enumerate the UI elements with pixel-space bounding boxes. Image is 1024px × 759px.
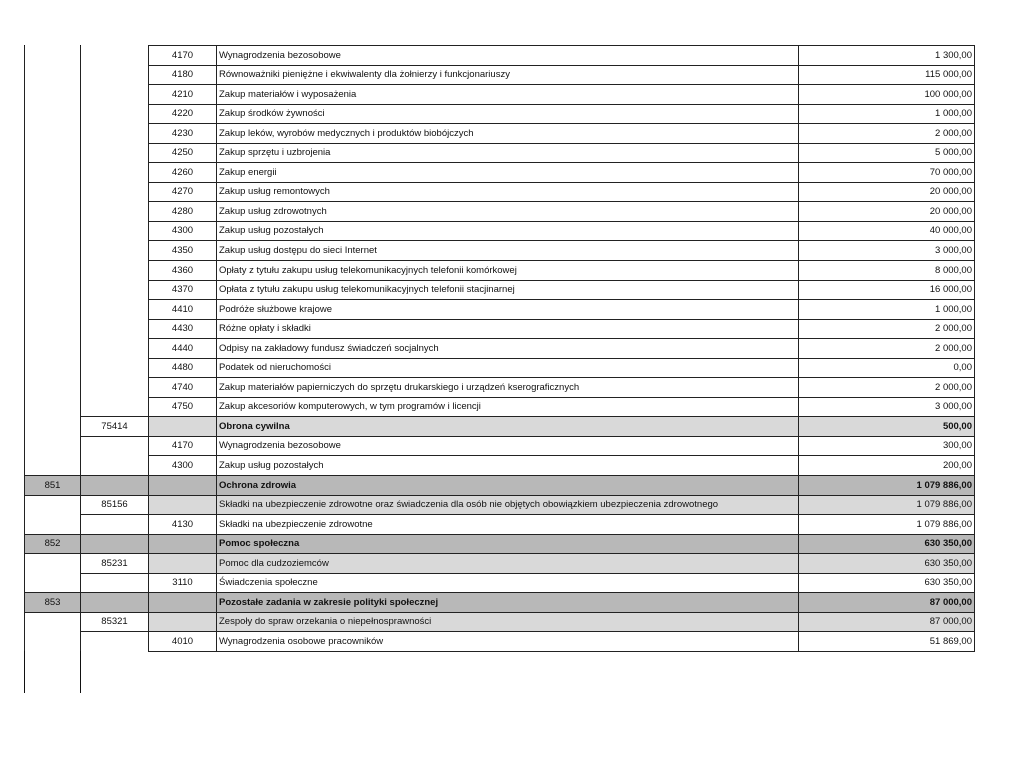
dzial-cell [25,143,81,163]
kwota-cell: 87 000,00 [799,612,975,632]
dzial-cell [25,339,81,359]
dzial-cell [25,46,81,66]
dzial-cell [25,85,81,105]
table-row-par [25,182,975,202]
budget-table-body [25,46,975,652]
rozdzial-cell [81,85,149,105]
paragraf-cell: 4740 [149,378,217,398]
rozdzial-cell [81,573,149,593]
table-row-par [25,515,975,535]
table-row-dzial [25,534,975,554]
kwota-cell: 8 000,00 [799,261,975,281]
nazwa-cell: Równoważniki pieniężne i ekwiwalenty dla żołnierzy i funkcjonariuszy [217,65,799,85]
paragraf-cell [149,534,217,554]
rozdzial-cell [81,319,149,339]
paragraf-cell: 3110 [149,573,217,593]
nazwa-cell: Zakup usług zdrowotnych [217,202,799,222]
table-row-par [25,280,975,300]
kwota-cell: 3 000,00 [799,241,975,261]
table-row-par [25,104,975,124]
table-row-par [25,221,975,241]
nazwa-cell: Opłaty z tytułu zakupu usług telekomunikacyjnych telefonii komórkowej [217,261,799,281]
paragraf-cell [149,612,217,632]
dzial-cell [25,300,81,320]
dzial-cell [25,163,81,183]
rozdzial-cell [81,65,149,85]
nazwa-cell: Zakup akcesoriów komputerowych, w tym programów i licencji [217,397,799,417]
nazwa-cell: Opłata z tytułu zakupu usług telekomunikacyjnych telefonii stacjinarnej [217,280,799,300]
rozdzial-cell [81,476,149,496]
kwota-cell: 630 350,00 [799,573,975,593]
rozdzial-cell [81,456,149,476]
rozdzial-cell: 85231 [81,554,149,574]
nazwa-cell: Zakup usług pozostałych [217,221,799,241]
paragraf-cell: 4260 [149,163,217,183]
rozdzial-cell [81,124,149,144]
kwota-cell: 16 000,00 [799,280,975,300]
rozdzial-cell [81,339,149,359]
dzial-cell [25,417,81,437]
rozdzial-cell [81,397,149,417]
nazwa-cell: Wynagrodzenia bezosobowe [217,436,799,456]
table-row-rozdz [25,554,975,574]
rozdzial-cell [81,221,149,241]
rozdzial-cell [81,436,149,456]
nazwa-cell: Wynagrodzenia bezosobowe [217,46,799,66]
nazwa-cell: Zakup materiałów papierniczych do sprzętu drukarskiego i urządzeń kserograficznych [217,378,799,398]
dzial-cell [25,573,81,593]
nazwa-cell: Świadczenia społeczne [217,573,799,593]
paragraf-cell: 4130 [149,515,217,535]
rozdzial-cell: 85156 [81,495,149,515]
table-row-par [25,202,975,222]
kwota-cell: 2 000,00 [799,124,975,144]
dzial-cell [25,456,81,476]
nazwa-cell: Zakup środków żywności [217,104,799,124]
kwota-cell: 20 000,00 [799,202,975,222]
dzial-cell [25,378,81,398]
nazwa-cell: Zakup materiałów i wyposażenia [217,85,799,105]
rozdzial-cell [81,515,149,535]
kwota-cell: 500,00 [799,417,975,437]
table-row-par [25,85,975,105]
kwota-cell: 1 079 886,00 [799,476,975,496]
dzial-cell [25,515,81,535]
kwota-cell: 1 079 886,00 [799,495,975,515]
nazwa-cell: Zespoły do spraw orzekania o niepełnosprawności [217,612,799,632]
paragraf-cell: 4370 [149,280,217,300]
paragraf-cell: 4270 [149,182,217,202]
rozdzial-cell [81,202,149,222]
table-row-rozdz [25,495,975,515]
table-row-par [25,456,975,476]
kwota-cell: 630 350,00 [799,554,975,574]
paragraf-cell: 4180 [149,65,217,85]
kwota-cell: 2 000,00 [799,378,975,398]
dzial-cell: 852 [25,534,81,554]
dzial-cell [25,358,81,378]
nazwa-cell: Składki na ubezpieczenie zdrowotne [217,515,799,535]
paragraf-cell [149,593,217,613]
dzial-cell [25,202,81,222]
kwota-cell: 87 000,00 [799,593,975,613]
dzial-cell [25,495,81,515]
paragraf-cell [149,417,217,437]
rozdzial-cell: 75414 [81,417,149,437]
kwota-cell: 1 079 886,00 [799,515,975,535]
table-row-par [25,436,975,456]
paragraf-cell: 4280 [149,202,217,222]
table-row-par [25,46,975,66]
kwota-cell: 300,00 [799,436,975,456]
kwota-cell: 5 000,00 [799,143,975,163]
rozdzial-cell [81,280,149,300]
nazwa-cell: Pozostałe zadania w zakresie polityki społecznej [217,593,799,613]
kwota-cell: 40 000,00 [799,221,975,241]
paragraf-cell: 4440 [149,339,217,359]
table-row-par [25,261,975,281]
nazwa-cell: Odpisy na zakładowy fundusz świadczeń socjalnych [217,339,799,359]
dzial-cell [25,319,81,339]
paragraf-cell: 4480 [149,358,217,378]
kwota-cell: 20 000,00 [799,182,975,202]
kwota-cell: 1 300,00 [799,46,975,66]
nazwa-cell: Ochrona zdrowia [217,476,799,496]
table-row-par [25,358,975,378]
table-row-par [25,319,975,339]
rozdzial-cell [81,300,149,320]
nazwa-cell: Pomoc społeczna [217,534,799,554]
paragraf-cell: 4010 [149,632,217,652]
kwota-cell: 200,00 [799,456,975,476]
table-row-dzial [25,593,975,613]
kwota-cell: 630 350,00 [799,534,975,554]
table-row-par [25,397,975,417]
paragraf-cell: 4170 [149,46,217,66]
rozdzial-cell [81,534,149,554]
nazwa-cell: Zakup energii [217,163,799,183]
nazwa-cell: Podatek od nieruchomości [217,358,799,378]
paragraf-cell [149,476,217,496]
kwota-cell: 2 000,00 [799,319,975,339]
kwota-cell: 3 000,00 [799,397,975,417]
table-row-rozdz [25,417,975,437]
dzial-cell: 853 [25,593,81,613]
dzial-cell [25,124,81,144]
paragraf-cell: 4300 [149,221,217,241]
table-row-par [25,339,975,359]
budget-table [24,45,975,652]
rozdzial-cell [81,378,149,398]
kwota-cell: 51 869,00 [799,632,975,652]
paragraf-cell: 4300 [149,456,217,476]
dzial-cell [25,261,81,281]
rozdzial-cell [81,358,149,378]
dzial-cell [25,280,81,300]
paragraf-cell: 4170 [149,436,217,456]
dzial-cell [25,397,81,417]
table-row-par [25,241,975,261]
table-row-dzial [25,476,975,496]
paragraf-cell: 4410 [149,300,217,320]
dzial-cell [25,612,81,632]
dzial-cell [25,182,81,202]
paragraf-cell: 4230 [149,124,217,144]
nazwa-cell: Różne opłaty i składki [217,319,799,339]
paragraf-cell: 4250 [149,143,217,163]
nazwa-cell: Zakup leków, wyrobów medycznych i produktów biobójczych [217,124,799,144]
dzial-cell [25,65,81,85]
kwota-cell: 1 000,00 [799,104,975,124]
table-row-par [25,65,975,85]
rozdzial-cell [81,46,149,66]
paragraf-cell [149,554,217,574]
paragraf-cell: 4750 [149,397,217,417]
paragraf-cell: 4350 [149,241,217,261]
kwota-cell: 0,00 [799,358,975,378]
rozdzial-cell [81,104,149,124]
nazwa-cell: Podróże służbowe krajowe [217,300,799,320]
paragraf-cell: 4430 [149,319,217,339]
paragraf-cell [149,495,217,515]
table-row-par [25,163,975,183]
dzial-cell [25,104,81,124]
nazwa-cell: Zakup sprzętu i uzbrojenia [217,143,799,163]
paragraf-cell: 4210 [149,85,217,105]
nazwa-cell: Zakup usług pozostałych [217,456,799,476]
dzial-cell [25,241,81,261]
nazwa-cell: Zakup usług dostępu do sieci Internet [217,241,799,261]
dzial-cell [25,632,81,652]
dzial-cell: 851 [25,476,81,496]
kwota-cell: 70 000,00 [799,163,975,183]
rozdzial-cell: 85321 [81,612,149,632]
table-row-par [25,573,975,593]
dzial-cell [25,554,81,574]
kwota-cell: 100 000,00 [799,85,975,105]
kwota-cell: 1 000,00 [799,300,975,320]
nazwa-cell: Zakup usług remontowych [217,182,799,202]
rozdzial-cell [81,143,149,163]
rozdzial-cell [81,261,149,281]
table-row-par [25,632,975,652]
rozdzial-cell [81,182,149,202]
kwota-cell: 2 000,00 [799,339,975,359]
table-row-par [25,143,975,163]
table-row-par [25,124,975,144]
table-row-rozdz [25,612,975,632]
paragraf-cell: 4220 [149,104,217,124]
rozdzial-cell [81,163,149,183]
table-row-par [25,300,975,320]
rozdzial-cell [81,593,149,613]
nazwa-cell: Obrona cywilna [217,417,799,437]
dzial-cell [25,221,81,241]
rozdzial-cell [81,632,149,652]
dzial-cell [25,436,81,456]
nazwa-cell: Składki na ubezpieczenie zdrowotne oraz świadczenia dla osób nie objętych obowiązkiem ubezpieczenia zdrowotnego [217,495,799,515]
paragraf-cell: 4360 [149,261,217,281]
kwota-cell: 115 000,00 [799,65,975,85]
nazwa-cell: Wynagrodzenia osobowe pracowników [217,632,799,652]
rozdzial-cell [81,241,149,261]
nazwa-cell: Pomoc dla cudzoziemców [217,554,799,574]
table-row-par [25,378,975,398]
